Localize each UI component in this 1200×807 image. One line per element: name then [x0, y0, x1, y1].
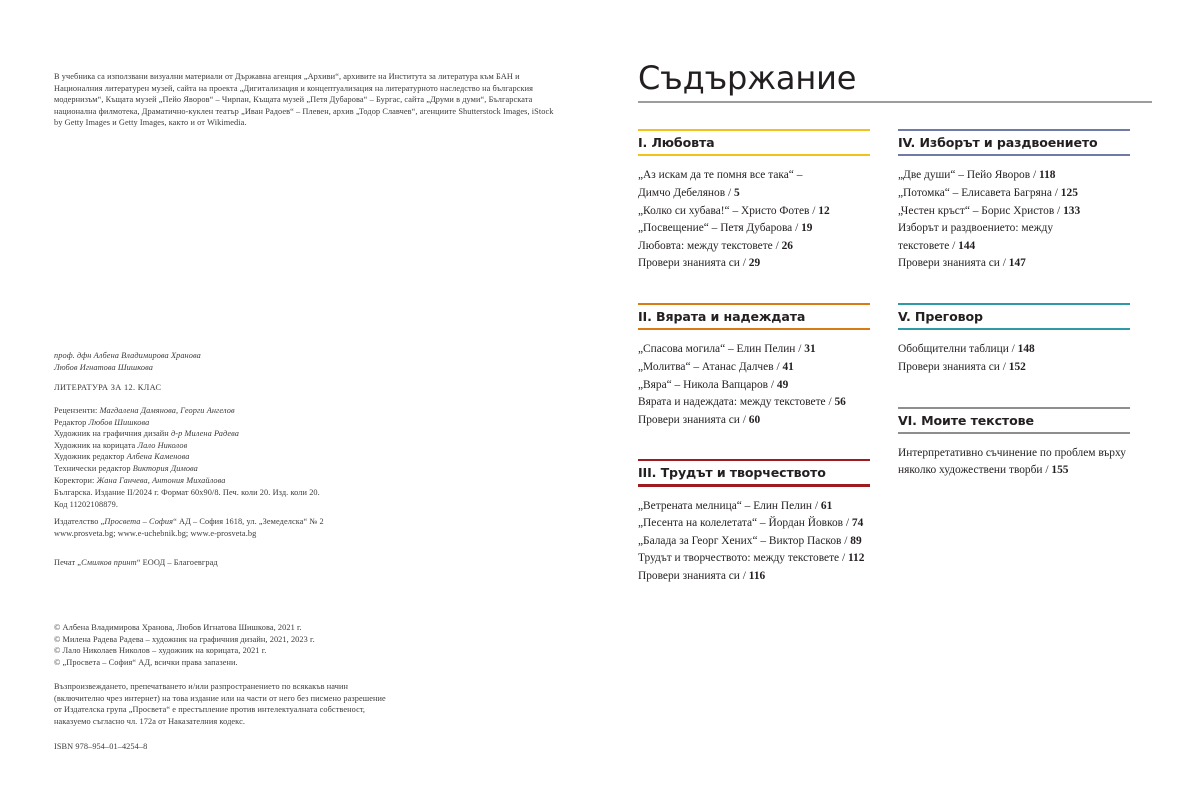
legal-line: Възпроизвеждането, препечатването и/или разпространението по всякакъв начин [54, 682, 349, 691]
section-heading[interactable]: IV. Изборът и раздвоението [898, 135, 1098, 151]
staff-name: Албена Каменова [126, 452, 190, 462]
contents-column-left [638, 129, 870, 586]
toc-entry[interactable]: Любовта: между текстовете / 26 [638, 239, 793, 252]
toc-entry[interactable]: „Посвещение“ – Петя Дубарова / 19 [638, 222, 813, 235]
section-heading[interactable]: III. Трудът и творчеството [638, 465, 826, 481]
toc-entry[interactable]: „Балада за Георг Хених“ – Виктор Пасков / 89 [638, 534, 862, 547]
staff-row [54, 405, 554, 417]
staff-role: Художник на графичния дизайн [54, 429, 171, 439]
toc-entry[interactable]: Провери знанията си / 29 [638, 257, 761, 270]
title-underline-rule [638, 101, 1152, 103]
section-rule-bottom [638, 328, 870, 330]
legal-notice-block [54, 681, 554, 727]
contents-columns [638, 129, 1152, 586]
publisher-prefix: Издателство „ [54, 517, 105, 526]
author-line-1: проф. дфн Албена Владимирова Хранова [54, 351, 201, 360]
toc-entry[interactable]: „Ветрената мелница“ – Елин Пелин / 61 [638, 499, 833, 512]
printer-prefix: Печат „ [54, 558, 82, 567]
copyright-line: © „Просвета – София“ АД, всички права запазени. [54, 657, 238, 667]
printer-line [54, 557, 554, 569]
section-entry-list [638, 498, 870, 586]
section-heading[interactable]: VI. Моите текстове [898, 412, 1034, 428]
page-title: Съдържание [638, 59, 857, 97]
staff-name: д-р Милена Радева [170, 429, 240, 439]
subject-block [54, 382, 554, 394]
staff-role: Технически редактор [54, 463, 133, 473]
copyright-line: © Албена Владимирова Хранова, Любов Игнатова Шишкова, 2021 г. [54, 623, 302, 632]
staff-row [54, 428, 554, 440]
toc-entry[interactable]: няколко художествени творби / 155 [898, 464, 1069, 477]
printer-name: Смилков принт [81, 558, 137, 567]
staff-role: Художник на корицата [54, 440, 138, 450]
staff-role: Художник редактор [54, 452, 127, 462]
legal-line: от Издателска група „Просвета“ е престъпление против интелектуалната собственост, [54, 705, 366, 715]
toc-entry[interactable]: „Две души“ – Пейо Яворов / 118 [898, 169, 1056, 182]
section-entry-list [638, 341, 870, 429]
toc-entry[interactable]: „Молитва“ – Атанас Далчев / 41 [638, 360, 794, 373]
section-heading[interactable]: II. Вярата и надеждата [638, 309, 806, 325]
isbn-value: ISBN 978–954–01–4254–8 [54, 742, 148, 751]
staff-row [54, 417, 554, 429]
toc-entry[interactable]: „Вяра“ – Никола Вапцаров / 49 [638, 378, 789, 391]
toc-entry[interactable]: „Честен кръст“ – Борис Христов / 133 [898, 204, 1081, 217]
printer-block [54, 557, 554, 569]
staff-row [54, 440, 554, 452]
section-I [638, 129, 870, 273]
copyright-line: © Лало Николаев Николов – художник на корицата, 2021 г. [54, 646, 267, 656]
toc-entry[interactable]: Провери знанията си / 152 [898, 360, 1026, 373]
staff-row [54, 463, 554, 475]
contents-column-right [898, 129, 1130, 480]
toc-entry[interactable]: Изборът и раздвоението: между [898, 222, 1054, 235]
toc-entry[interactable]: Обобщителни таблици / 148 [898, 343, 1035, 356]
staff-row [54, 475, 554, 487]
print-info-line: Българска. Издание II/2024 г. Формат 60х90/8. Печ. коли 20. Изд. коли 20. [54, 488, 320, 497]
toc-entry[interactable]: текстовете / 144 [898, 239, 976, 252]
author-line-2: Любов Игнатова Шишкова [54, 362, 153, 372]
credits-paragraph: В учебника са използвани визуални материали от Държавна агенция „Архиви“, архивите на Института за литература към БАН и Националния литературен музей, сайта на проекта „Дигитализация и концептуализация на литературното наследство на българския модернизъм“, Къщата музей „Пейо Яворов“ – Чирпан, Къщата музей „Петя Дубарова“ – Бургас, сайта „Друми в думи“, Българската национална филмотека, Драматично-куклен театър „Иван Радоев“ – Плевен, архив „Тодор Славчев“, агенциите Shutterstock Images, iStock by Getty Images и Getty Images, както и от Wikimedia. [54, 72, 554, 128]
staff-row [54, 451, 554, 463]
contents-root [638, 58, 1152, 586]
toc-entry[interactable]: Провери знанията си / 147 [898, 257, 1026, 270]
staff-name: Жана Ганчева, Антония Михайлова [96, 475, 226, 485]
legal-line: наказуемо съгласно чл. 172а от Наказателния кодекс. [54, 716, 245, 726]
section-IV [898, 129, 1130, 273]
publisher-suffix: “ АД – София 1618, ул. „Земеделска“ № 2 [173, 517, 324, 526]
toc-entry[interactable]: „Песента на колелетата“ – Йордан Йовков / 74 [638, 517, 864, 530]
staff-role: Коректори: [54, 475, 97, 485]
section-rule-bottom [898, 154, 1130, 156]
publisher-block [54, 516, 554, 539]
publisher-name: Просвета – София [104, 517, 174, 526]
copyright-block [54, 622, 554, 668]
toc-entry[interactable]: Провери знанията си / 60 [638, 413, 761, 426]
toc-entry[interactable]: „Аз искам да те помня все така“ – [638, 169, 803, 182]
table-of-contents-page [600, 0, 1200, 807]
publisher-websites: www.prosveta.bg; www.e-uchebnik.bg; www.e-prosveta.bg [54, 528, 257, 538]
section-V [898, 303, 1130, 377]
isbn-block [54, 741, 554, 753]
production-staff-block [54, 405, 554, 486]
copyright-line: © Милена Радева Радева – художник на графичния дизайн, 2021, 2023 г. [54, 634, 315, 644]
staff-name: Виктория Димова [132, 463, 198, 473]
section-heading[interactable]: I. Любовта [638, 135, 715, 151]
toc-entry[interactable]: Интерпретативно съчинение по проблем върху [898, 446, 1126, 459]
toc-entry[interactable]: „Потомка“ – Елисавета Багряна / 125 [898, 186, 1078, 199]
print-run-info [54, 487, 554, 510]
publisher-address-line [54, 516, 554, 528]
section-III [638, 459, 870, 585]
section-heading[interactable]: V. Преговор [898, 309, 983, 325]
authors-block [54, 350, 554, 373]
toc-entry[interactable]: Димчо Дебелянов / 5 [638, 186, 740, 199]
visual-materials-credits [54, 71, 554, 129]
section-entry-list [898, 167, 1130, 273]
section-rule-bottom [638, 154, 870, 156]
section-rule-bottom [898, 432, 1130, 434]
staff-role: Рецензенти: [54, 406, 100, 415]
section-entry-list [638, 167, 870, 273]
toc-entry[interactable]: „Колко си хубава!“ – Христо Фотев / 12 [638, 204, 830, 217]
section-II [638, 303, 870, 429]
toc-entry[interactable]: „Спасова могила“ – Елин Пелин / 31 [638, 343, 816, 356]
subject-title: ЛИТЕРАТУРА ЗА 12. КЛАС [54, 383, 162, 392]
section-VI [898, 407, 1130, 481]
section-rule-bottom [898, 328, 1130, 330]
toc-entry[interactable]: Трудът и творчеството: между текстовете / 112 [638, 552, 865, 565]
section-entry-list [898, 341, 1130, 376]
legal-line: (включително чрез интернет) на това издание или на части от него без писмено разрешение [54, 693, 386, 703]
staff-name: Лало Николов [137, 440, 188, 450]
section-rule-bottom [638, 484, 870, 486]
printer-suffix: “ ЕООД – Благоевград [136, 558, 218, 567]
staff-name: Магдалена Дамянова, Георги Ангелов [99, 406, 235, 415]
print-code-line: Код 11202108879. [54, 499, 119, 509]
toc-entry[interactable]: Провери знанията си / 116 [638, 570, 766, 583]
staff-name: Любов Шишкова [88, 417, 150, 427]
section-entry-list [898, 445, 1130, 480]
toc-entry[interactable]: Вярата и надеждата: между текстовете / 56 [638, 396, 846, 409]
staff-role: Редактор [54, 417, 89, 427]
